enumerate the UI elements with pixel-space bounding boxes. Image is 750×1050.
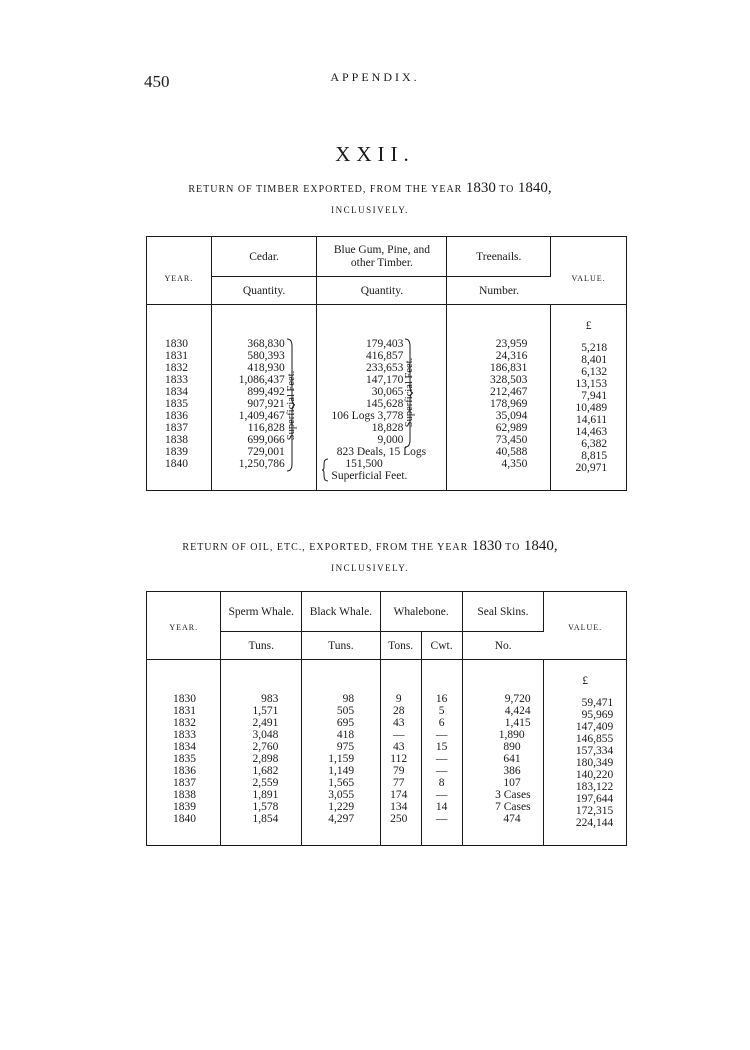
table-row-cell: 1839 <box>173 801 196 813</box>
table-row-cell: 7,941 <box>581 390 608 402</box>
section-number: XXII. <box>335 142 415 166</box>
table-row-cell: 1,250,786 <box>238 458 285 470</box>
table-row-cell: 3,048 <box>252 729 279 741</box>
table-row-cell: 147,409 <box>575 721 614 733</box>
table-row-cell: 9 <box>395 693 402 705</box>
table-row-cell: 418 <box>336 729 355 741</box>
table-row-cell: 134 <box>390 801 408 813</box>
timber-footnote-1840: Superficial Feet. <box>331 470 408 482</box>
table-row-cell: 8,401 <box>581 354 608 366</box>
table-row-cell: 386 <box>503 765 521 777</box>
table-row-cell: 35,094 <box>495 410 528 422</box>
table-row-cell: 1838 <box>173 789 196 801</box>
table-row-cell: 3 Cases <box>495 789 531 801</box>
timber-header-treenails: Treenails. <box>476 250 522 263</box>
table-row-cell: 328,503 <box>490 374 528 386</box>
oil-caption <box>150 536 590 578</box>
table-row-cell: 178,969 <box>490 398 528 410</box>
timber-col-treenails <box>447 338 527 470</box>
timber-header-bluegum: Blue Gum, Pine, and other Timber. <box>333 243 430 269</box>
table-row-cell: 116,828 <box>247 422 285 434</box>
timber-table <box>146 236 627 491</box>
oil-sub-sperm: Tuns. <box>248 639 274 652</box>
table-row-cell: — <box>435 765 448 777</box>
table-row-cell: 1,415 <box>504 717 531 729</box>
table-row-cell: 15 <box>435 741 448 753</box>
timber-header-cedar: Cedar. <box>249 250 279 263</box>
table-row-cell: 890 <box>503 741 521 753</box>
timber-col-bluegum <box>317 338 403 446</box>
table-row-cell: 13,153 <box>575 378 608 390</box>
table-row-cell: 186,831 <box>490 362 528 374</box>
timber-header-year: YEAR. <box>164 273 194 283</box>
timber-col-cedar <box>212 338 285 470</box>
oil-sub-cwt: Cwt. <box>430 639 453 652</box>
oil-caption-text: RETURN OF OIL, ETC., EXPORTED, FROM THE YEAR <box>182 542 469 553</box>
timber-caption-inclusively: INCLUSIVELY. <box>331 205 409 215</box>
table-row-cell: 24,316 <box>495 350 528 362</box>
timber-header-value: VALUE. <box>571 273 606 283</box>
oil-caption-inclusively: INCLUSIVELY. <box>331 563 409 573</box>
table-row-cell: 1,565 <box>328 777 355 789</box>
table-row-cell: 183,122 <box>575 781 614 793</box>
table-row-cell: 145,628 <box>366 398 404 410</box>
table-row-cell: 212,467 <box>490 386 528 398</box>
table-row-cell: 505 <box>336 705 355 717</box>
oil-to-word: TO <box>505 542 521 553</box>
table-row-cell: 1,854 <box>252 813 279 825</box>
table-row-cell: 5,218 <box>581 342 608 354</box>
table-row-cell: 180,349 <box>575 757 614 769</box>
footnote-brace-icon <box>321 458 329 482</box>
table-row-cell: 98 <box>342 693 355 705</box>
oil-header-year: YEAR. <box>169 622 199 632</box>
table-row-cell: 106 Logs 3,778 <box>331 410 404 422</box>
table-row-cell: 5 <box>438 705 445 717</box>
table-row-cell: 77 <box>392 777 405 789</box>
oil-header-sperm: Sperm Whale. <box>228 605 295 618</box>
table-row-cell: 1837 <box>173 777 196 789</box>
table-row-cell: 43 <box>392 717 405 729</box>
table-row-cell: 1,229 <box>328 801 355 813</box>
table-row-cell: 79 <box>392 765 405 777</box>
timber-col-year <box>147 338 211 470</box>
table-row-cell: 641 <box>503 753 521 765</box>
oil-col-sperm <box>221 693 278 825</box>
oil-currency-symbol: £ <box>582 675 588 687</box>
table-row-cell: 1830 <box>173 693 196 705</box>
table-row-cell: 1833 <box>165 374 188 386</box>
table-row-cell: 907,921 <box>247 398 285 410</box>
table-row-cell: 1838 <box>165 434 188 446</box>
oil-col-value <box>544 697 613 829</box>
table-row-cell: 474 <box>503 813 521 825</box>
table-row-cell: 20,971 <box>575 462 608 474</box>
table-row-cell: 1831 <box>173 705 196 717</box>
table-row-cell: 7 Cases <box>495 801 531 813</box>
table-row-cell: 1835 <box>165 398 188 410</box>
table-row-cell: 14,463 <box>575 426 608 438</box>
table-row-cell: 62,989 <box>495 422 528 434</box>
table-row-cell: 6,382 <box>581 438 608 450</box>
table-row-cell: 197,644 <box>575 793 614 805</box>
table-row-cell: 43 <box>392 741 405 753</box>
table-row-cell: 1840 <box>165 458 188 470</box>
table-row-cell: 418,930 <box>247 362 285 374</box>
table-row-cell: 1836 <box>173 765 196 777</box>
table-row-cell: 30,065 <box>371 386 404 398</box>
table-row-cell: 233,653 <box>366 362 404 374</box>
timber-year-from: 1830 <box>465 180 496 196</box>
timber-sub-bluegum: Quantity. <box>360 284 404 297</box>
timber-to-word: TO <box>499 184 515 195</box>
table-row-cell: 416,857 <box>366 350 404 362</box>
table-row-cell: 16 <box>435 693 448 705</box>
table-row-cell: — <box>435 729 448 741</box>
table-row-cell: — <box>435 813 448 825</box>
table-row-cell: 40,588 <box>495 446 528 458</box>
table-row-cell: 1834 <box>165 386 188 398</box>
table-row-cell: 1840 <box>173 813 196 825</box>
table-row-cell: 14,611 <box>575 414 608 426</box>
timber-currency-symbol: £ <box>585 320 592 332</box>
table-row-cell: 695 <box>336 717 355 729</box>
table-row-cell: 1831 <box>165 350 188 362</box>
table-row-cell: 8,815 <box>581 450 608 462</box>
table-row-cell: 1,159 <box>328 753 355 765</box>
table-row-cell: 1,890 <box>498 729 525 741</box>
oil-col-tons <box>381 693 417 825</box>
table-row-cell: 9,000 <box>377 434 404 446</box>
timber-col-value <box>551 342 607 474</box>
table-row-cell: 368,830 <box>247 338 285 350</box>
oil-table <box>146 591 627 846</box>
table-row-cell: 983 <box>261 693 279 705</box>
table-row-cell: 3,055 <box>328 789 355 801</box>
oil-col-seal <box>463 693 531 825</box>
table-row-cell: 1,578 <box>252 801 279 813</box>
timber-sub-treenails: Number. <box>479 284 519 297</box>
table-row-cell: 1832 <box>173 717 196 729</box>
table-row-cell: 1833 <box>173 729 196 741</box>
oil-header-black: Black Whale. <box>309 605 373 618</box>
table-row-cell: 1839 <box>165 446 188 458</box>
table-row-cell: — <box>392 729 405 741</box>
table-row-cell: 28 <box>392 705 405 717</box>
page-number: 450 <box>144 72 170 91</box>
table-row-cell: 1,891 <box>252 789 279 801</box>
table-row-cell: 2,491 <box>252 717 279 729</box>
table-row-cell: 59,471 <box>581 697 614 709</box>
table-row-cell: 1,571 <box>252 705 279 717</box>
table-row-cell: 147,170 <box>366 374 404 386</box>
oil-header-whalebone: Whalebone. <box>393 605 449 618</box>
table-row-cell: 6 <box>438 717 445 729</box>
table-row-cell: 4,297 <box>328 813 355 825</box>
oil-col-year <box>147 693 220 825</box>
oil-year-from: 1830 <box>471 538 502 554</box>
table-row-cell: 95,969 <box>581 709 614 721</box>
table-row-cell: 729,001 <box>247 446 285 458</box>
table-row-cell: 112 <box>390 753 408 765</box>
table-row-cell: 157,334 <box>575 745 614 757</box>
table-row-cell: 172,315 <box>575 805 614 817</box>
bluegum-unit-label: Superficial Feet. <box>404 357 416 428</box>
table-row-cell: 580,393 <box>247 350 285 362</box>
oil-sub-seal: No. <box>494 639 512 652</box>
table-row-cell: 174 <box>390 789 408 801</box>
table-row-cell: 1830 <box>165 338 188 350</box>
table-row-cell: — <box>435 753 448 765</box>
table-row-cell: 9,720 <box>504 693 531 705</box>
timber-sub-cedar: Quantity. <box>242 284 286 297</box>
table-row-cell: 8 <box>438 777 445 789</box>
table-row-cell: 4,350 <box>501 458 528 470</box>
table-row-cell: — <box>435 789 448 801</box>
table-row-cell: 2,559 <box>252 777 279 789</box>
table-row-cell: 14 <box>435 801 448 813</box>
oil-col-cwt <box>422 693 462 825</box>
oil-header-value: VALUE. <box>568 622 603 632</box>
table-row-cell: 18,828 <box>371 422 404 434</box>
table-row-cell: 1835 <box>173 753 196 765</box>
oil-year-to: 1840, <box>523 538 558 554</box>
table-row-cell: 73,450 <box>495 434 528 446</box>
table-row-cell: 2,898 <box>252 753 279 765</box>
table-row-cell: 1836 <box>165 410 188 422</box>
table-row-cell: 1832 <box>165 362 188 374</box>
cedar-unit-label: Superficial Feet. <box>285 370 297 441</box>
table-row-cell: 23,959 <box>495 338 528 350</box>
table-row-cell: 6,132 <box>581 366 608 378</box>
oil-sub-black: Tuns. <box>328 639 354 652</box>
table-row-cell: 224,144 <box>575 817 614 829</box>
table-row-cell: 1,149 <box>328 765 355 777</box>
table-row-cell: 2,760 <box>252 741 279 753</box>
table-row-cell: 699,066 <box>247 434 285 446</box>
oil-sub-tons: Tons. <box>388 639 414 652</box>
table-row-cell: 1834 <box>173 741 196 753</box>
table-row-cell: 899,492 <box>247 386 285 398</box>
running-head: APPENDIX. <box>330 70 420 84</box>
table-row-cell: 146,855 <box>575 733 614 745</box>
table-row-cell: 151,500 <box>345 458 383 470</box>
table-row-cell: 250 <box>390 813 408 825</box>
table-row-cell: 1,409,467 <box>238 410 285 422</box>
table-row-cell: 1837 <box>165 422 188 434</box>
oil-header-seal: Seal Skins. <box>477 605 529 618</box>
timber-caption: RETURN OF TIMBER EXPORTED, FROM THE YEAR 1830 TO 1840, INCLUSIVELY. <box>150 178 590 220</box>
table-row-cell: 140,220 <box>575 769 614 781</box>
table-row-cell: 975 <box>336 741 355 753</box>
timber-year-to: 1840 <box>517 180 548 196</box>
table-row-cell: 1,682 <box>252 765 279 777</box>
oil-col-black <box>302 693 354 825</box>
table-row-cell: 823 Deals, 15 Logs <box>336 446 427 458</box>
table-row-cell: 4,424 <box>504 705 531 717</box>
timber-caption-text: RETURN OF TIMBER EXPORTED, FROM THE YEAR <box>188 184 463 195</box>
table-row-cell: 1,086,437 <box>238 374 285 386</box>
table-row-cell: 10,489 <box>575 402 608 414</box>
table-row-cell: 179,403 <box>366 338 404 350</box>
table-row-cell: 107 <box>503 777 521 789</box>
